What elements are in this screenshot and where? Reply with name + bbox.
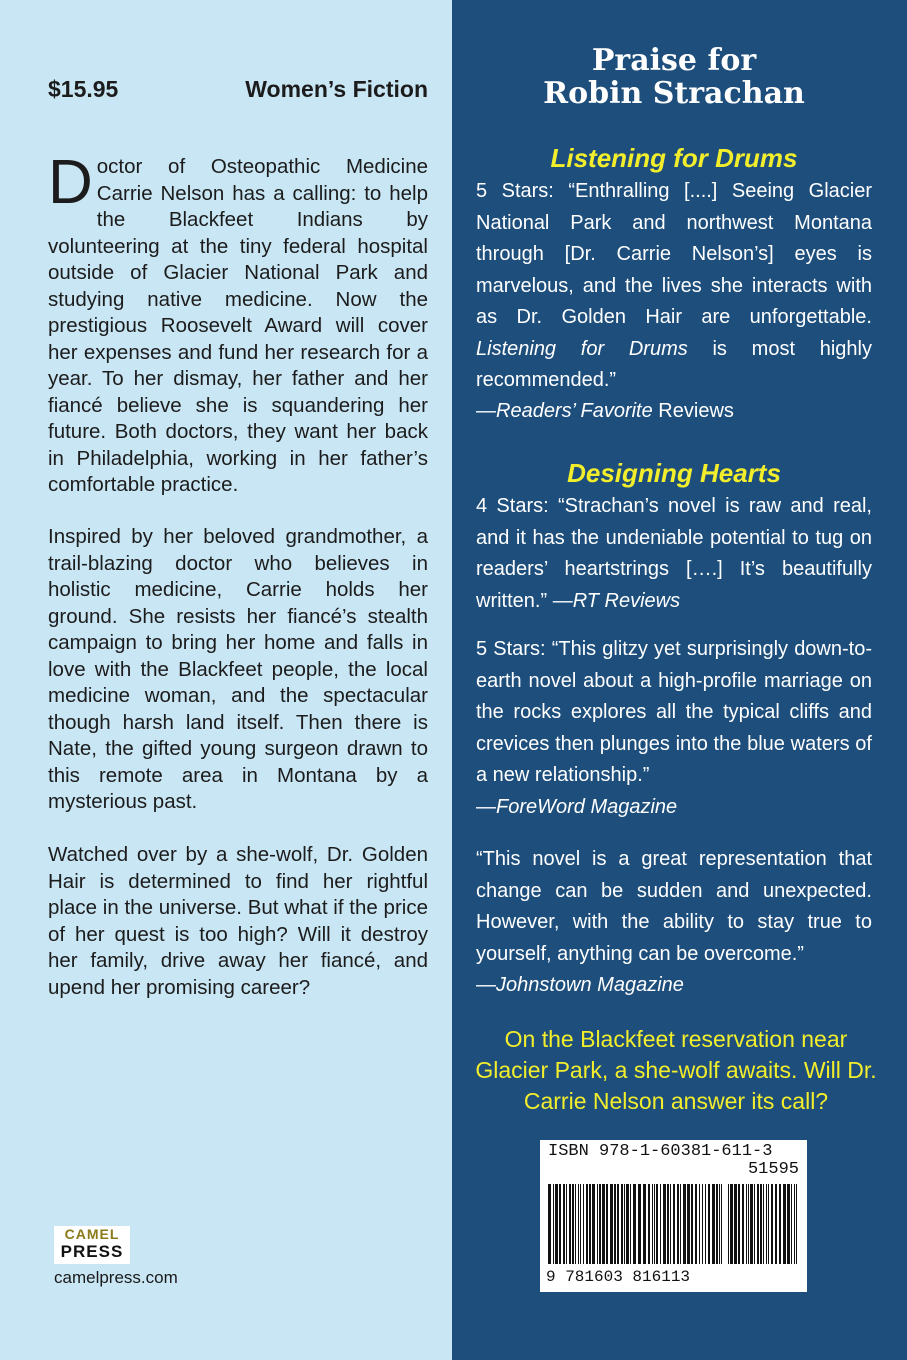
barcode-stripe — [597, 1184, 598, 1264]
barcode-stripe — [787, 1184, 790, 1264]
drop-cap: D — [48, 148, 93, 217]
barcode-stripe — [783, 1184, 786, 1264]
barcode-stripe — [575, 1184, 576, 1264]
barcode-stripe — [563, 1184, 565, 1264]
source-suffix: Reviews — [652, 400, 734, 422]
barcode-stripe — [559, 1184, 561, 1264]
source-dash: — — [476, 974, 496, 996]
barcode-stripe — [602, 1184, 605, 1264]
review-text: 4 Stars: “Strachan’s novel is raw and real, and it has the undeniable potential to tug on readers’ heartstrings [….] It’s beautifully written.” — [476, 495, 872, 612]
barcode-stripe — [553, 1184, 554, 1264]
barcode-stripe — [648, 1184, 650, 1264]
barcode-stripe — [768, 1184, 769, 1264]
isbn-barcode — [540, 1140, 807, 1292]
barcode-stripe — [742, 1184, 744, 1264]
barcode-stripe — [673, 1184, 675, 1264]
barcode-stripe — [660, 1184, 661, 1264]
back-cover-left-panel — [0, 0, 452, 1360]
barcode-stripe — [716, 1184, 718, 1264]
review-text: 5 Stars: “Enthralling [....] Seeing Glacier National Park and northwest Montana through [Dr. Carrie Nelson’s] eyes is marvelous, and the lives she interacts with as Dr. Golden Hair are unforgettable. — [476, 180, 872, 328]
barcode-stripe — [775, 1184, 777, 1264]
barcode-stripe — [621, 1184, 623, 1264]
barcode-stripe — [705, 1184, 706, 1264]
barcode-stripe — [771, 1184, 773, 1264]
barcode-stripe — [699, 1184, 700, 1264]
review-source-johnstown — [476, 970, 872, 1002]
book-title-listening-for-drums: Listening for Drums — [550, 143, 798, 173]
barcode-stripe — [794, 1184, 795, 1264]
source-name: Readers’ Favorite — [496, 400, 653, 422]
barcode-stripe — [569, 1184, 571, 1264]
review-source-readers-favorite — [476, 396, 872, 428]
blurb-paragraph-1 — [48, 148, 428, 499]
review-rt-reviews — [476, 491, 872, 617]
barcode-stripe — [548, 1184, 551, 1264]
genre-label: Women’s Fiction — [245, 76, 428, 102]
barcode-stripe — [667, 1184, 669, 1264]
review-source-foreword — [476, 792, 872, 824]
source-dash: — — [476, 400, 496, 422]
ean-barcode-bars — [548, 1184, 724, 1268]
review-source: —RT Reviews — [552, 589, 681, 612]
praise-panel — [452, 0, 907, 1360]
barcode-stripe — [633, 1184, 636, 1264]
barcode-stripe — [746, 1184, 747, 1264]
barcode-stripe — [687, 1184, 690, 1264]
source-name: Johnstown Magazine — [496, 974, 684, 996]
barcode-stripe — [610, 1184, 613, 1264]
barcode-stripe — [738, 1184, 740, 1264]
blurb-paragraph-1-text: octor of Osteopathic Medicine Carrie Nelson has a calling: to help the Blackfeet Indians by volunteering at the tiny federal hospital outside of Glacier National Park and studying native medicine. Now the prestigious Roosevelt Award will cover her expenses and fund her research for a year. To her dismay, her father and her fiancé believe she is squandering her future. Both doctors, they want her back in Philadelphia, working in her father’s comfortable practice. — [48, 155, 428, 496]
review-johnstown: “This novel is a great representation that change can be sudden and unexpected. However, with the ability to stay true to yourself, anything can be overcome.” — [476, 848, 872, 965]
barcode-stripe — [695, 1184, 697, 1264]
book-title-designing-hearts: Designing Hearts — [567, 458, 781, 488]
barcode-stripe — [638, 1184, 641, 1264]
barcode-stripe — [606, 1184, 608, 1264]
review-listening-for-drums — [476, 176, 872, 397]
isbn-label: ISBN 978-1-60381-611-3 — [548, 1142, 773, 1161]
tagline: On the Blackfeet reservation near Glacier Park, a she-wolf awaits. Will Dr. Carrie Nelson answer its call? — [475, 1026, 877, 1114]
barcode-stripe — [748, 1184, 749, 1264]
barcode-stripe — [702, 1184, 703, 1264]
barcode-stripe — [614, 1184, 616, 1264]
barcode-stripe — [583, 1184, 584, 1264]
barcode-stripe — [712, 1184, 715, 1264]
barcode-stripe — [730, 1184, 733, 1264]
barcode-stripe — [670, 1184, 671, 1264]
blurb-paragraph-2: Inspired by her beloved grandmother, a trail-blazing doctor who believes in holistic medicine, Carrie holds her ground. She resists her fiancé’s stealth campaign to bring her home and falls in love with the Blackfeet people, the local medicine woman, and the spectacular though harsh land itself. Then there is Nate, the gifted young surgeon drawn to this remote area in Montana by a mysterious past. — [48, 525, 428, 813]
barcode-stripe — [677, 1184, 679, 1264]
barcode-stripe — [555, 1184, 558, 1264]
barcode-stripe — [766, 1184, 767, 1264]
review-foreword: 5 Stars: “This glitzy yet surprisingly down-to-earth novel about a high-profile marriage on the rocks explores all the typical cliffs and crevices then plunges into the blue waters of a new relationship.” — [476, 638, 872, 786]
barcode-stripe — [586, 1184, 588, 1264]
blurb-paragraph-3: Watched over by a she-wolf, Dr. Golden Hair is determined to find her rightful place in the universe. But what if the price of her quest is too high? Will it destroy her family, drive away her fiancé, and upend her promising career? — [48, 843, 428, 999]
barcode-stripe — [624, 1184, 625, 1264]
ean-digits: 9 781603 816113 — [546, 1268, 691, 1286]
addon-barcode-bars — [728, 1184, 800, 1268]
logo-line-1: CAMEL — [64, 1226, 120, 1242]
logo-line-2: PRESS — [60, 1242, 124, 1261]
review-title-italic: Listening for Drums — [476, 337, 688, 360]
barcode-stripe — [566, 1184, 567, 1264]
barcode-stripe — [652, 1184, 653, 1264]
barcode-stripe — [760, 1184, 762, 1264]
barcode-stripe — [757, 1184, 759, 1264]
publisher-website: camelpress.com — [54, 1268, 178, 1287]
barcode-stripe — [592, 1184, 595, 1264]
barcode-stripe — [599, 1184, 601, 1264]
barcode-stripe — [663, 1184, 666, 1264]
barcode-stripe — [589, 1184, 591, 1264]
barcode-stripe — [683, 1184, 686, 1264]
barcode-stripe — [708, 1184, 710, 1264]
source-name: ForeWord Magazine — [496, 796, 678, 818]
barcode-stripe — [779, 1184, 781, 1264]
praise-heading-line-1: Praise for — [591, 43, 757, 78]
source-dash: — — [476, 796, 496, 818]
barcode-stripe — [791, 1184, 792, 1264]
barcode-stripe — [626, 1184, 629, 1264]
barcode-stripe — [572, 1184, 574, 1264]
barcode-stripe — [578, 1184, 579, 1264]
barcode-stripe — [728, 1184, 729, 1264]
barcode-stripe — [763, 1184, 764, 1264]
barcode-stripe — [580, 1184, 581, 1264]
barcode-stripe — [734, 1184, 737, 1264]
barcode-stripe — [750, 1184, 753, 1264]
barcode-stripe — [796, 1184, 797, 1264]
barcode-stripe — [617, 1184, 619, 1264]
barcode-stripe — [630, 1184, 631, 1264]
price: $15.95 — [48, 76, 119, 102]
barcode-stripe — [754, 1184, 755, 1264]
barcode-stripe — [721, 1184, 722, 1264]
barcode-price-code: 51595 — [747, 1160, 799, 1179]
review-tail: is most highly recommended.” — [476, 337, 872, 391]
price-genre-line — [48, 76, 428, 106]
camel-press-logo — [54, 1226, 130, 1264]
barcode-stripe — [719, 1184, 720, 1264]
praise-heading — [452, 44, 896, 110]
barcode-stripe — [654, 1184, 655, 1264]
barcode-stripe — [656, 1184, 658, 1264]
barcode-stripe — [643, 1184, 646, 1264]
barcode-stripe — [691, 1184, 693, 1264]
barcode-stripe — [680, 1184, 681, 1264]
praise-heading-line-2: Robin Strachan — [543, 76, 805, 111]
